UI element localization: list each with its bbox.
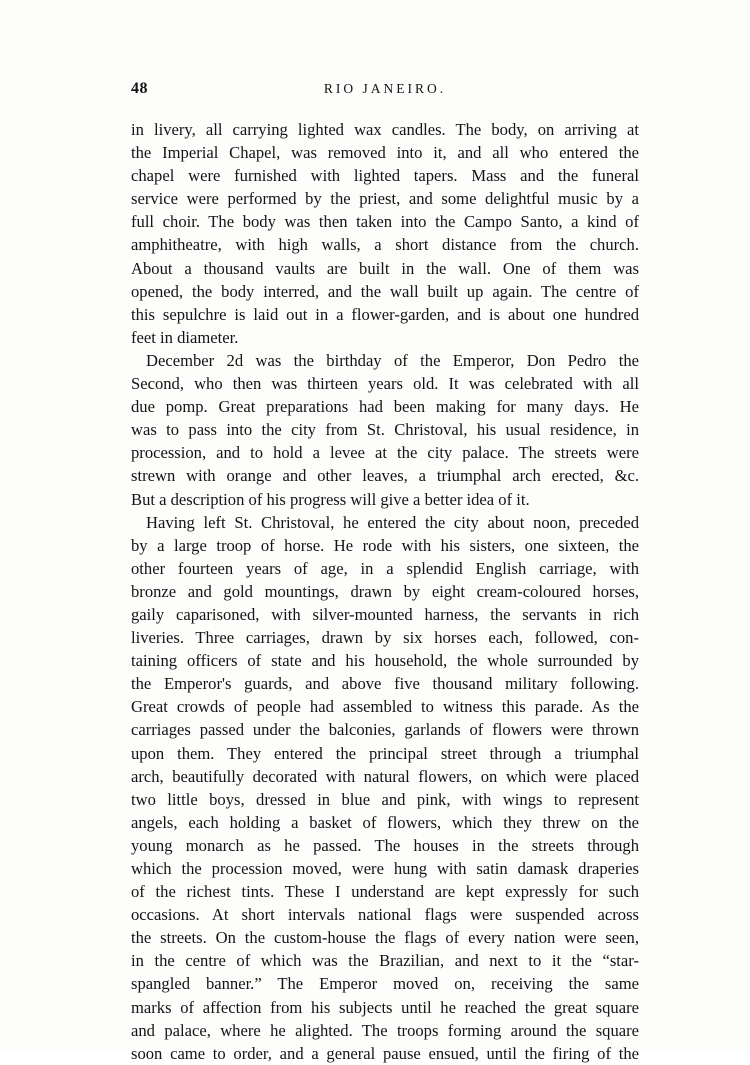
page-number: 48	[131, 80, 148, 97]
text-line: full choir. The body was then taken into the Campo Santo, a kind of	[131, 212, 639, 232]
text-line: marks of affection from his subjects until he reached the great square	[131, 997, 639, 1017]
text-line: by a large troop of horse. He rode with his sisters, one sixteen, the	[131, 535, 639, 555]
text-line: the Imperial Chapel, was removed into it, and all who entered the	[131, 143, 639, 163]
text-line: December 2d was the birthday of the Emperor, Don Pedro the	[146, 350, 639, 370]
text-line: amphitheatre, with high walls, a short distance from the church.	[131, 235, 639, 255]
text-line: strewn with orange and other leaves, a triumphal arch erected, &c.	[131, 466, 639, 486]
text-line: feet in diameter.	[131, 327, 239, 347]
text-line: two little boys, dressed in blue and pink, with wings to represent	[131, 789, 639, 809]
text-line: angels, each holding a basket of flowers, which they threw on the	[131, 812, 639, 832]
body-text	[131, 118, 639, 1065]
text-line: occasions. At short intervals national flags were suspended across	[131, 905, 639, 925]
text-line: the streets. On the custom-house the flags of every nation were seen,	[131, 928, 639, 948]
text-line: soon came to order, and a general pause ensued, until the firing of the	[131, 1043, 639, 1063]
text-line: About a thousand vaults are built in the wall. One of them was	[131, 258, 639, 278]
text-line: young monarch as he passed. The houses in the streets through	[131, 835, 639, 855]
running-title: RIO JANEIRO.	[323, 81, 447, 96]
text-line: spangled banner.” The Emperor moved on, receiving the same	[131, 974, 639, 994]
text-line: opened, the body interred, and the wall built up again. The centre of	[131, 281, 639, 301]
text-line: Second, who then was thirteen years old. It was celebrated with all	[131, 374, 639, 394]
text-line: which the procession moved, were hung with satin damask draperies	[131, 859, 639, 878]
text-line: service were performed by the priest, and some delightful music by a	[131, 189, 639, 209]
text-line: Having left St. Christoval, he entered the city about noon, preceded	[146, 512, 639, 532]
text-line: other fourteen years of age, in a splendid English carriage, with	[131, 558, 639, 578]
text-line: in the centre of which was the Brazilian, and next to it the “star-	[131, 951, 639, 971]
text-line: procession, and to hold a levee at the city palace. The streets were	[131, 443, 639, 463]
text-line: But a description of his progress will give a better idea of it.	[131, 489, 530, 509]
text-line: Great crowds of people had assembled to witness this parade. As the	[131, 697, 639, 717]
text-line: was to pass into the city from St. Christoval, his usual residence, in	[131, 420, 639, 440]
text-line: arch, beautifully decorated with natural flowers, on which were placed	[131, 766, 639, 786]
text-line: upon them. They entered the principal street through a triumphal	[131, 743, 639, 763]
text-line: and palace, where he alighted. The troops forming around the square	[131, 1020, 639, 1040]
paragraph	[131, 118, 639, 349]
text-line: in livery, all carrying lighted wax candles. The body, on arriving at	[131, 120, 639, 139]
text-line: bronze and gold mountings, drawn by eight cream-coloured horses,	[131, 581, 639, 601]
paragraph	[131, 511, 639, 1065]
text-line: chapel were furnished with lighted tapers. Mass and the funeral	[131, 166, 639, 186]
text-line: taining officers of state and his household, the whole surrounded by	[131, 651, 639, 671]
text-line: due pomp. Great preparations had been making for many days. He	[131, 397, 639, 417]
text-line: gaily caparisoned, with silver-mounted harness, the servants in rich	[131, 604, 639, 624]
text-line: this sepulchre is laid out in a flower-garden, and is about one hundred	[131, 304, 639, 324]
text-line: carriages passed under the balconies, garlands of flowers were thrown	[131, 720, 639, 740]
text-line: liveries. Three carriages, drawn by six horses each, followed, con-	[131, 628, 639, 648]
text-line: of the richest tints. These I understand are kept expressly for such	[131, 882, 639, 902]
text-line: the Emperor's guards, and above five thousand military following.	[131, 674, 639, 694]
paragraph	[131, 349, 639, 511]
running-head	[131, 80, 639, 102]
